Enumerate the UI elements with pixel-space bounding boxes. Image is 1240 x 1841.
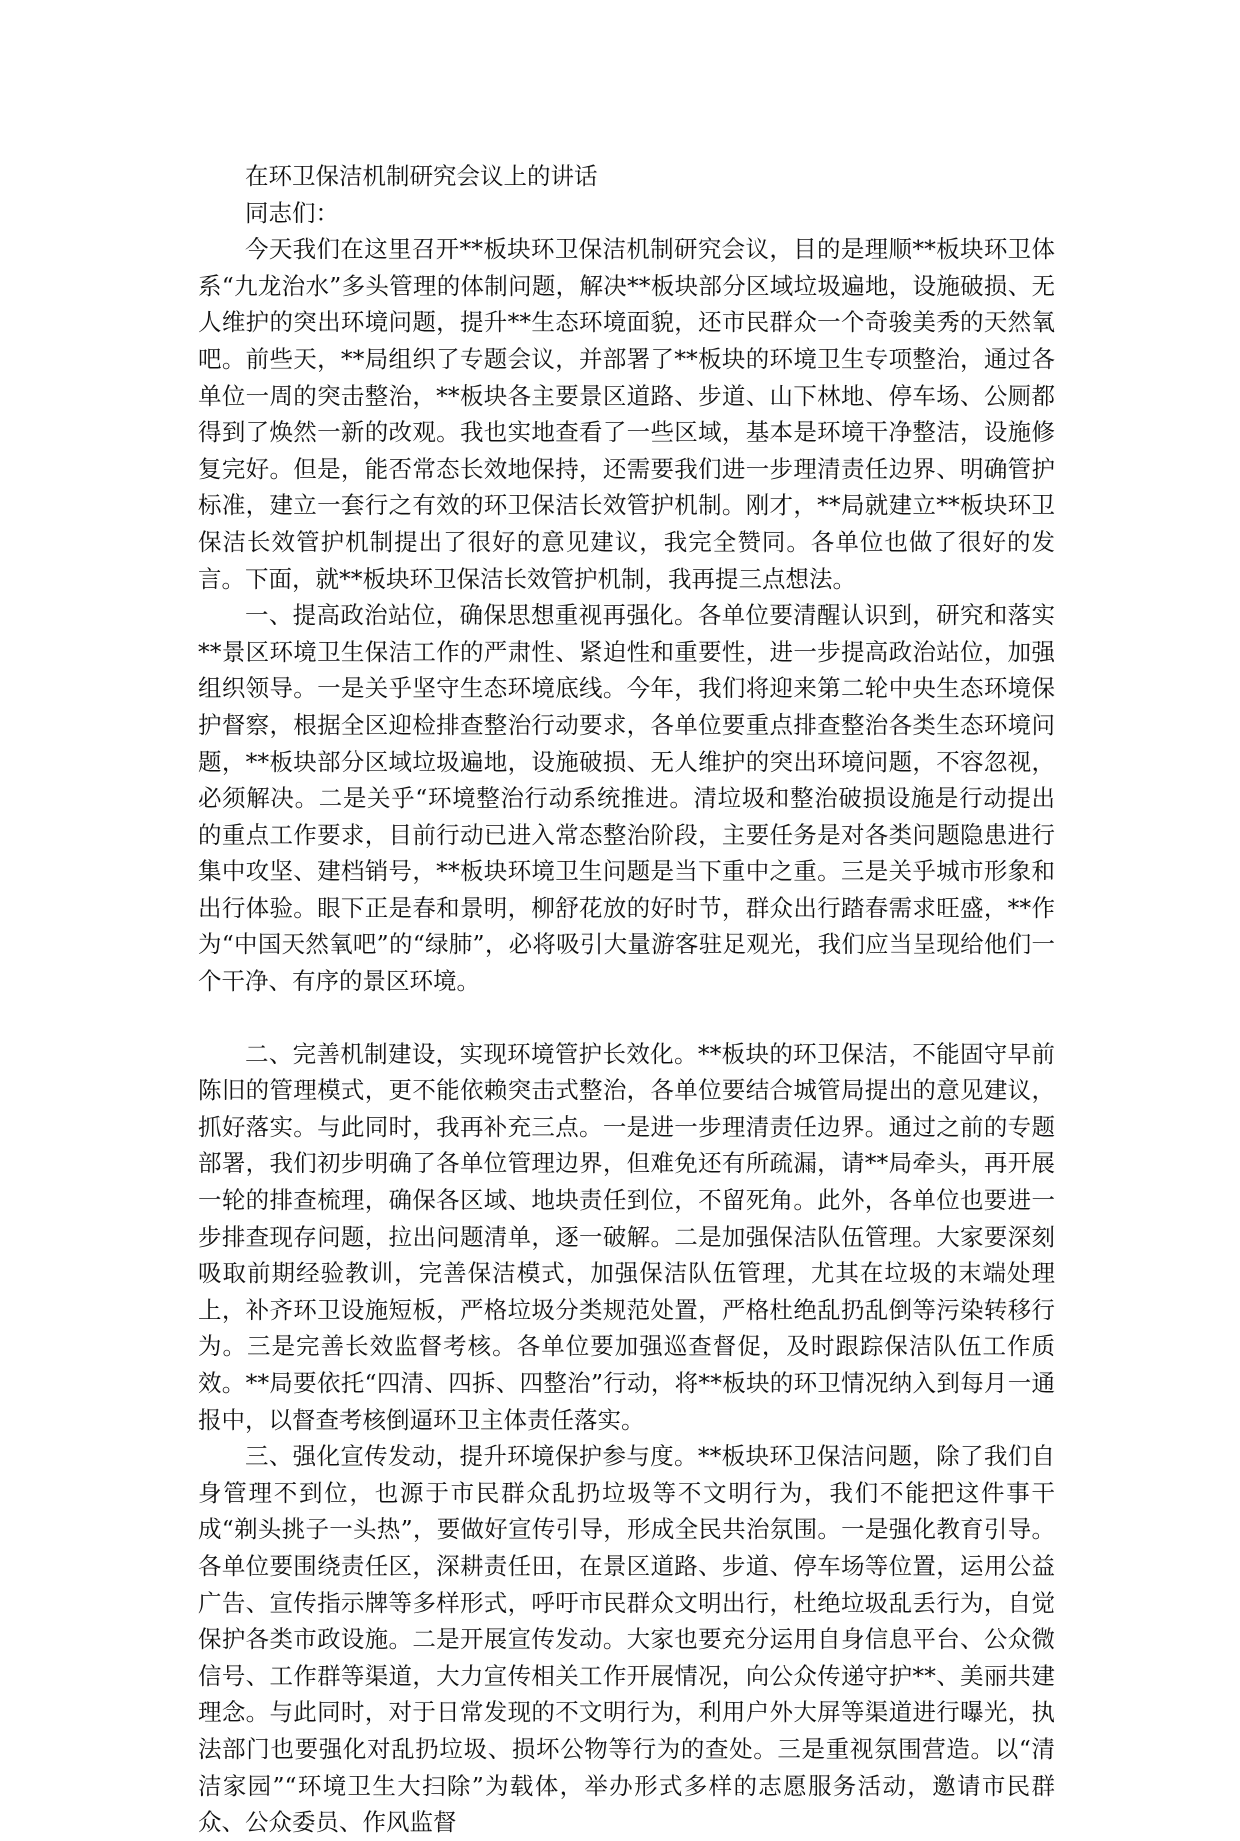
salutation: 同志们： xyxy=(245,198,339,227)
document-page xyxy=(198,158,1055,1841)
document-title: 在环卫保洁机制研究会议上的讲话 xyxy=(245,162,598,190)
paragraph-intro: 今天我们在这里召开**板块环卫保洁机制研究会议，目的是理顺**板块环卫体系“九龙治水”多头管理的体制问题，解决**板块部分区域垃圾遍地，设施破损、无人维护的突出环境问题，提升**生态环境面貌，还市民群众一个奇骏美秀的天然氧吧。前些天，**局组织了专题会议，并部署了**板块的环境卫生专项整治，通过各单位一周的突击整治，**板块各主要景区道路、步道、山下林地、停车场、公厕都得到了焕然一新的改观。我也实地查看了一些区域，基本是环境干净整洁，设施修复完好。但是，能否常态长效地保持，还需要我们进一步理清责任边界、明确管护标准，建立一套行之有效的环卫保洁长效管护机制。刚才，**局就建立**板块环卫保洁长效管护机制提出了很好的意见建议，我完全赞同。各单位也做了很好的发言。下面，就**板块环卫保洁长效管护机制，我再提三点想法。 xyxy=(198,235,1055,593)
paragraph-point-one: 一、提高政治站位，确保思想重视再强化。各单位要清醒认识到，研究和落实**景区环境卫生保洁工作的严肃性、紧迫性和重要性，进一步提高政治站位，加强组织领导。一是关乎坚守生态环境底线。今年，我们将迎来第二轮中央生态环境保护督察，根据全区迎检排查整治行动要求，各单位要重点排查整治各类生态环境问题，**板块部分区域垃圾遍地，设施破损、无人维护的突出环境问题，不容忽视，必须解决。二是关乎“环境整治行动系统推进。清垃圾和整治破损设施是行动提出的重点工作要求，目前行动已进入常态整治阶段，主要任务是对各类问题隐患进行集中攻坚、建档销号，**板块环境卫生问题是当下重中之重。三是关乎城市形象和出行体验。眼下正是春和景明，柳舒花放的好时节，群众出行踏春需求旺盛，**作为“中国天然氧吧”的“绿肺”，必将吸引大量游客驻足观光，我们应当呈现给他们一个干净、有序的景区环境。 xyxy=(198,601,1055,996)
paragraph-point-two: 二、完善机制建设，实现环境管护长效化。**板块的环卫保洁，不能固守早前陈旧的管理模式，更不能依赖突击式整治，各单位要结合城管局提出的意见建议，抓好落实。与此同时，我再补充三点。一是进一步理清责任边界。通过之前的专题部署，我们初步明确了各单位管理边界，但难免还有所疏漏，请**局牵头，再开展一轮的排查梳理，确保各区域、地块责任到位，不留死角。此外，各单位也要进一步排查现存问题，拉出问题清单，逐一破解。二是加强保洁队伍管理。大家要深刻吸取前期经验教训，完善保洁模式，加强保洁队伍管理，尤其在垃圾的末端处理上，补齐环卫设施短板，严格垃圾分类规范处置，严格杜绝乱扔乱倒等污染转移行为。三是完善长效监督考核。各单位要加强巡查督促，及时跟踪保洁队伍工作质效。**局要依托“四清、四拆、四整治”行动，将**板块的环卫情况纳入到每月一通报中，以督查考核倒逼环卫主体责任落实。 xyxy=(198,1039,1055,1434)
paragraph-point-three: 三、强化宣传发动，提升环境保护参与度。**板块环卫保洁问题，除了我们自身管理不到位，也源于市民群众乱扔垃圾等不文明行为，我们不能把这件事干成“剃头挑子一头热”，要做好宣传引导，形成全民共治氛围。一是强化教育引导。各单位要围绕责任区，深耕责任田，在景区道路、步道、停车场等位置，运用公益广告、宣传指示牌等多样形式，呼吁市民群众文明出行，杜绝垃圾乱丢行为，自觉保护各类市政设施。二是开展宣传发动。大家也要充分运用自身信息平台、公众微信号、工作群等渠道，大力宣传相关工作开展情况，向公众传递守护**、美丽共建理念。与此同时，对于日常发现的不文明行为，利用户外大屏等渠道进行曝光，执法部门也要强化对乱扔垃圾、损坏公物等行为的查处。三是重视氛围营造。以“清洁家园”“环境卫生大扫除”为载体，举办形式多样的志愿服务活动，邀请市民群众、公众委员、作风监督 xyxy=(198,1442,1055,1837)
